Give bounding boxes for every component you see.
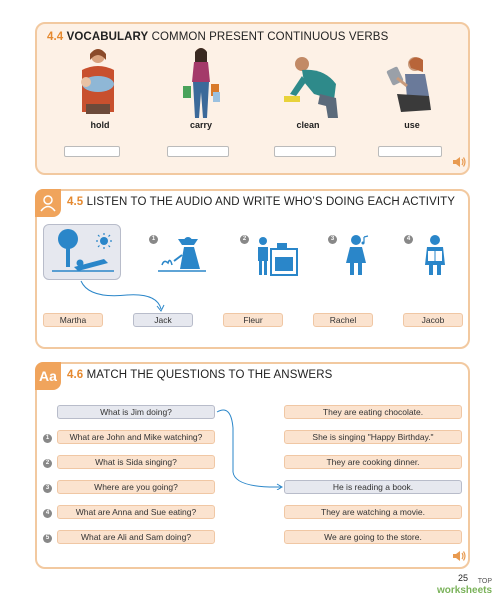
verb-label: carry (189, 120, 213, 130)
logo-top: TOP (477, 578, 493, 585)
answer-field[interactable] (64, 146, 120, 157)
arrow-icon (215, 404, 287, 490)
section-title: 4.4 VOCABULARY COMMON PRESENT CONTINUOUS VERBS (47, 31, 389, 43)
question-item[interactable]: What is Sida singing? (57, 455, 215, 469)
carry-photo (179, 46, 223, 120)
example-picture (43, 224, 121, 280)
answer-item[interactable]: They are cooking dinner. (284, 455, 462, 469)
question-number: 4 (43, 509, 52, 518)
page-number: 25 (458, 573, 469, 583)
badge (35, 362, 61, 390)
verb-label: use (404, 120, 420, 130)
arrow-icon (77, 279, 167, 315)
answer-item[interactable]: They are eating chocolate. (284, 405, 462, 419)
answer-item[interactable]: She is singing "Happy Birthday." (284, 430, 462, 444)
question-item[interactable]: What are John and Mike watching? (57, 430, 215, 444)
item-number: 1 (149, 235, 158, 244)
gardening-icon (154, 235, 210, 275)
answer-item[interactable]: They are watching a movie. (284, 505, 462, 519)
item-number: 4 (404, 235, 413, 244)
badge-text: Aa (39, 368, 57, 384)
answer-item[interactable]: We are going to the store. (284, 530, 462, 544)
cooking-icon (255, 235, 301, 277)
question-item[interactable]: What are Anna and Sue eating? (57, 505, 215, 519)
speaker-icon[interactable] (452, 550, 466, 562)
ear-listening-icon (38, 193, 58, 213)
question-number: 5 (43, 534, 52, 543)
name-option[interactable]: Fleur (223, 313, 283, 327)
item-number: 3 (328, 235, 337, 244)
speaker-icon[interactable] (452, 156, 466, 168)
name-option[interactable]: Rachel (313, 313, 373, 327)
answer-field[interactable] (274, 146, 336, 157)
answer-field[interactable] (167, 146, 229, 157)
question-item[interactable]: What are Ali and Sam doing? (57, 530, 215, 544)
sunbathing-icon (44, 225, 122, 281)
singing-icon (342, 233, 372, 277)
section-title: 4.5 LISTEN TO THE AUDIO AND WRITE WHO’S DOING EACH ACTIVITY (67, 196, 456, 208)
listening-section (35, 189, 470, 349)
section-title: 4.6 MATCH THE QUESTIONS TO THE ANSWERS (67, 369, 333, 381)
matching-section (35, 362, 470, 569)
name-option[interactable]: Martha (43, 313, 103, 327)
question-number: 2 (43, 459, 52, 468)
logo-bottom: worksheets (437, 585, 493, 596)
answer-field[interactable] (378, 146, 442, 157)
use-photo (377, 54, 439, 118)
name-option[interactable]: Jack (133, 313, 193, 327)
verb-label: clean (296, 120, 320, 130)
verb-label: hold (90, 120, 110, 130)
question-item[interactable]: Where are you going? (57, 480, 215, 494)
clean-photo (280, 54, 350, 120)
item-number: 2 (240, 235, 249, 244)
listening-badge (35, 189, 61, 217)
answer-item[interactable]: He is reading a book. (284, 480, 462, 494)
question-number: 1 (43, 434, 52, 443)
question-item[interactable]: What is Jim doing? (57, 405, 215, 419)
question-number: 3 (43, 484, 52, 493)
hold-photo (70, 46, 126, 118)
reading-icon (420, 233, 450, 277)
vocabulary-section (35, 22, 470, 175)
name-option[interactable]: Jacob (403, 313, 463, 327)
logo (437, 578, 492, 596)
